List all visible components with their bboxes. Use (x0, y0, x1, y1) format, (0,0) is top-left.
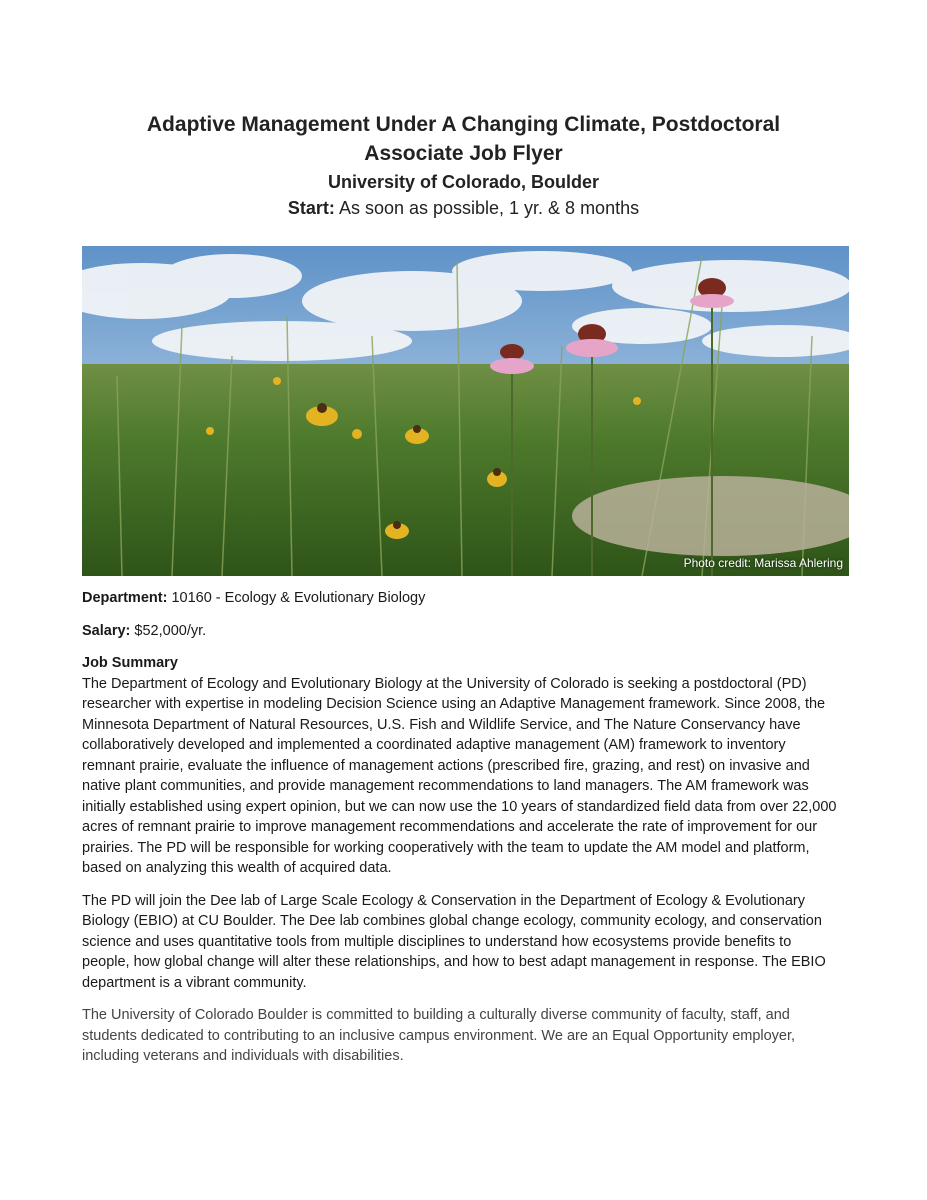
university-name: University of Colorado, Boulder (327, 172, 600, 192)
prairie-illustration (82, 246, 849, 576)
salary-label: Salary: (82, 622, 131, 639)
start-label: Start: (287, 198, 335, 218)
salary-value: $52,000/yr. (134, 622, 207, 639)
document-header (0, 110, 927, 221)
start-value: As soon as possible, 1 yr. & 8 months (338, 198, 640, 218)
document-title-line-2: Associate Job Flyer (364, 142, 563, 165)
document-title-line-1: Adaptive Management Under A Changing Climate, Postdoctoral (146, 113, 781, 136)
department-value: 10160 - Ecology & Evolutionary Biology (171, 590, 426, 606)
job-summary-paragraph-1: The Department of Ecology and Evolutionary Biology at the University of Colorado is seeking a postdoctoral (PD) researcher with expertise in modeling Decision Science using an Adaptive Management framework. Since 2008, the Minnesota Department of Natural Resources, U.S. Fish and Wildlife Service, and The Nature Conservancy have collaboratively developed and implemented a coordinated adaptive management (AM) framework to inventory remnant prairie, evaluate the influence of management actions (prescribed fire, grazing, and rest) on invasive and native plant communities, and provide management recommendations to land managers. The AM framework was initially established using expert opinion, but we can now use the 10 years of standardized field data from over 22,000 acres of remnant prairie to improve management recommendations and accelerate the rate of improvement for our prairies. The PD will be responsible for working cooperatively with the team to update the AM model and platform, based on analyzing this wealth of acquired data. (82, 675, 837, 876)
photo-credit: Photo credit: Marissa Ahlering (683, 556, 843, 570)
salary-line (82, 621, 842, 642)
start-date-line (0, 195, 927, 221)
department-line (82, 588, 842, 609)
job-summary-heading: Job Summary (82, 655, 178, 671)
prairie-photo (82, 246, 849, 576)
job-summary-paragraph-2: The PD will join the Dee lab of Large Scale Ecology & Conservation in the Department of Ecology & Evolutionary Biology (EBIO) at CU Boulder. The Dee lab combines global change ecology, community ecology, and conservation science and uses quantitative tools from multiple disciplines to understand how ecosystems provide benefits to people, how global change will alter these relationships, and how to best adapt management in response. The EBIO department is a vibrant community. (82, 892, 826, 991)
department-label: Department: (82, 590, 168, 606)
equal-opportunity-paragraph: The University of Colorado Boulder is committed to building a culturally diverse community of faculty, staff, and students dedicated to contributing to an inclusive campus environment. We are an Equal Opportunity employer, including veterans and individuals with disabilities. (82, 1007, 796, 1064)
job-details (82, 588, 842, 1079)
